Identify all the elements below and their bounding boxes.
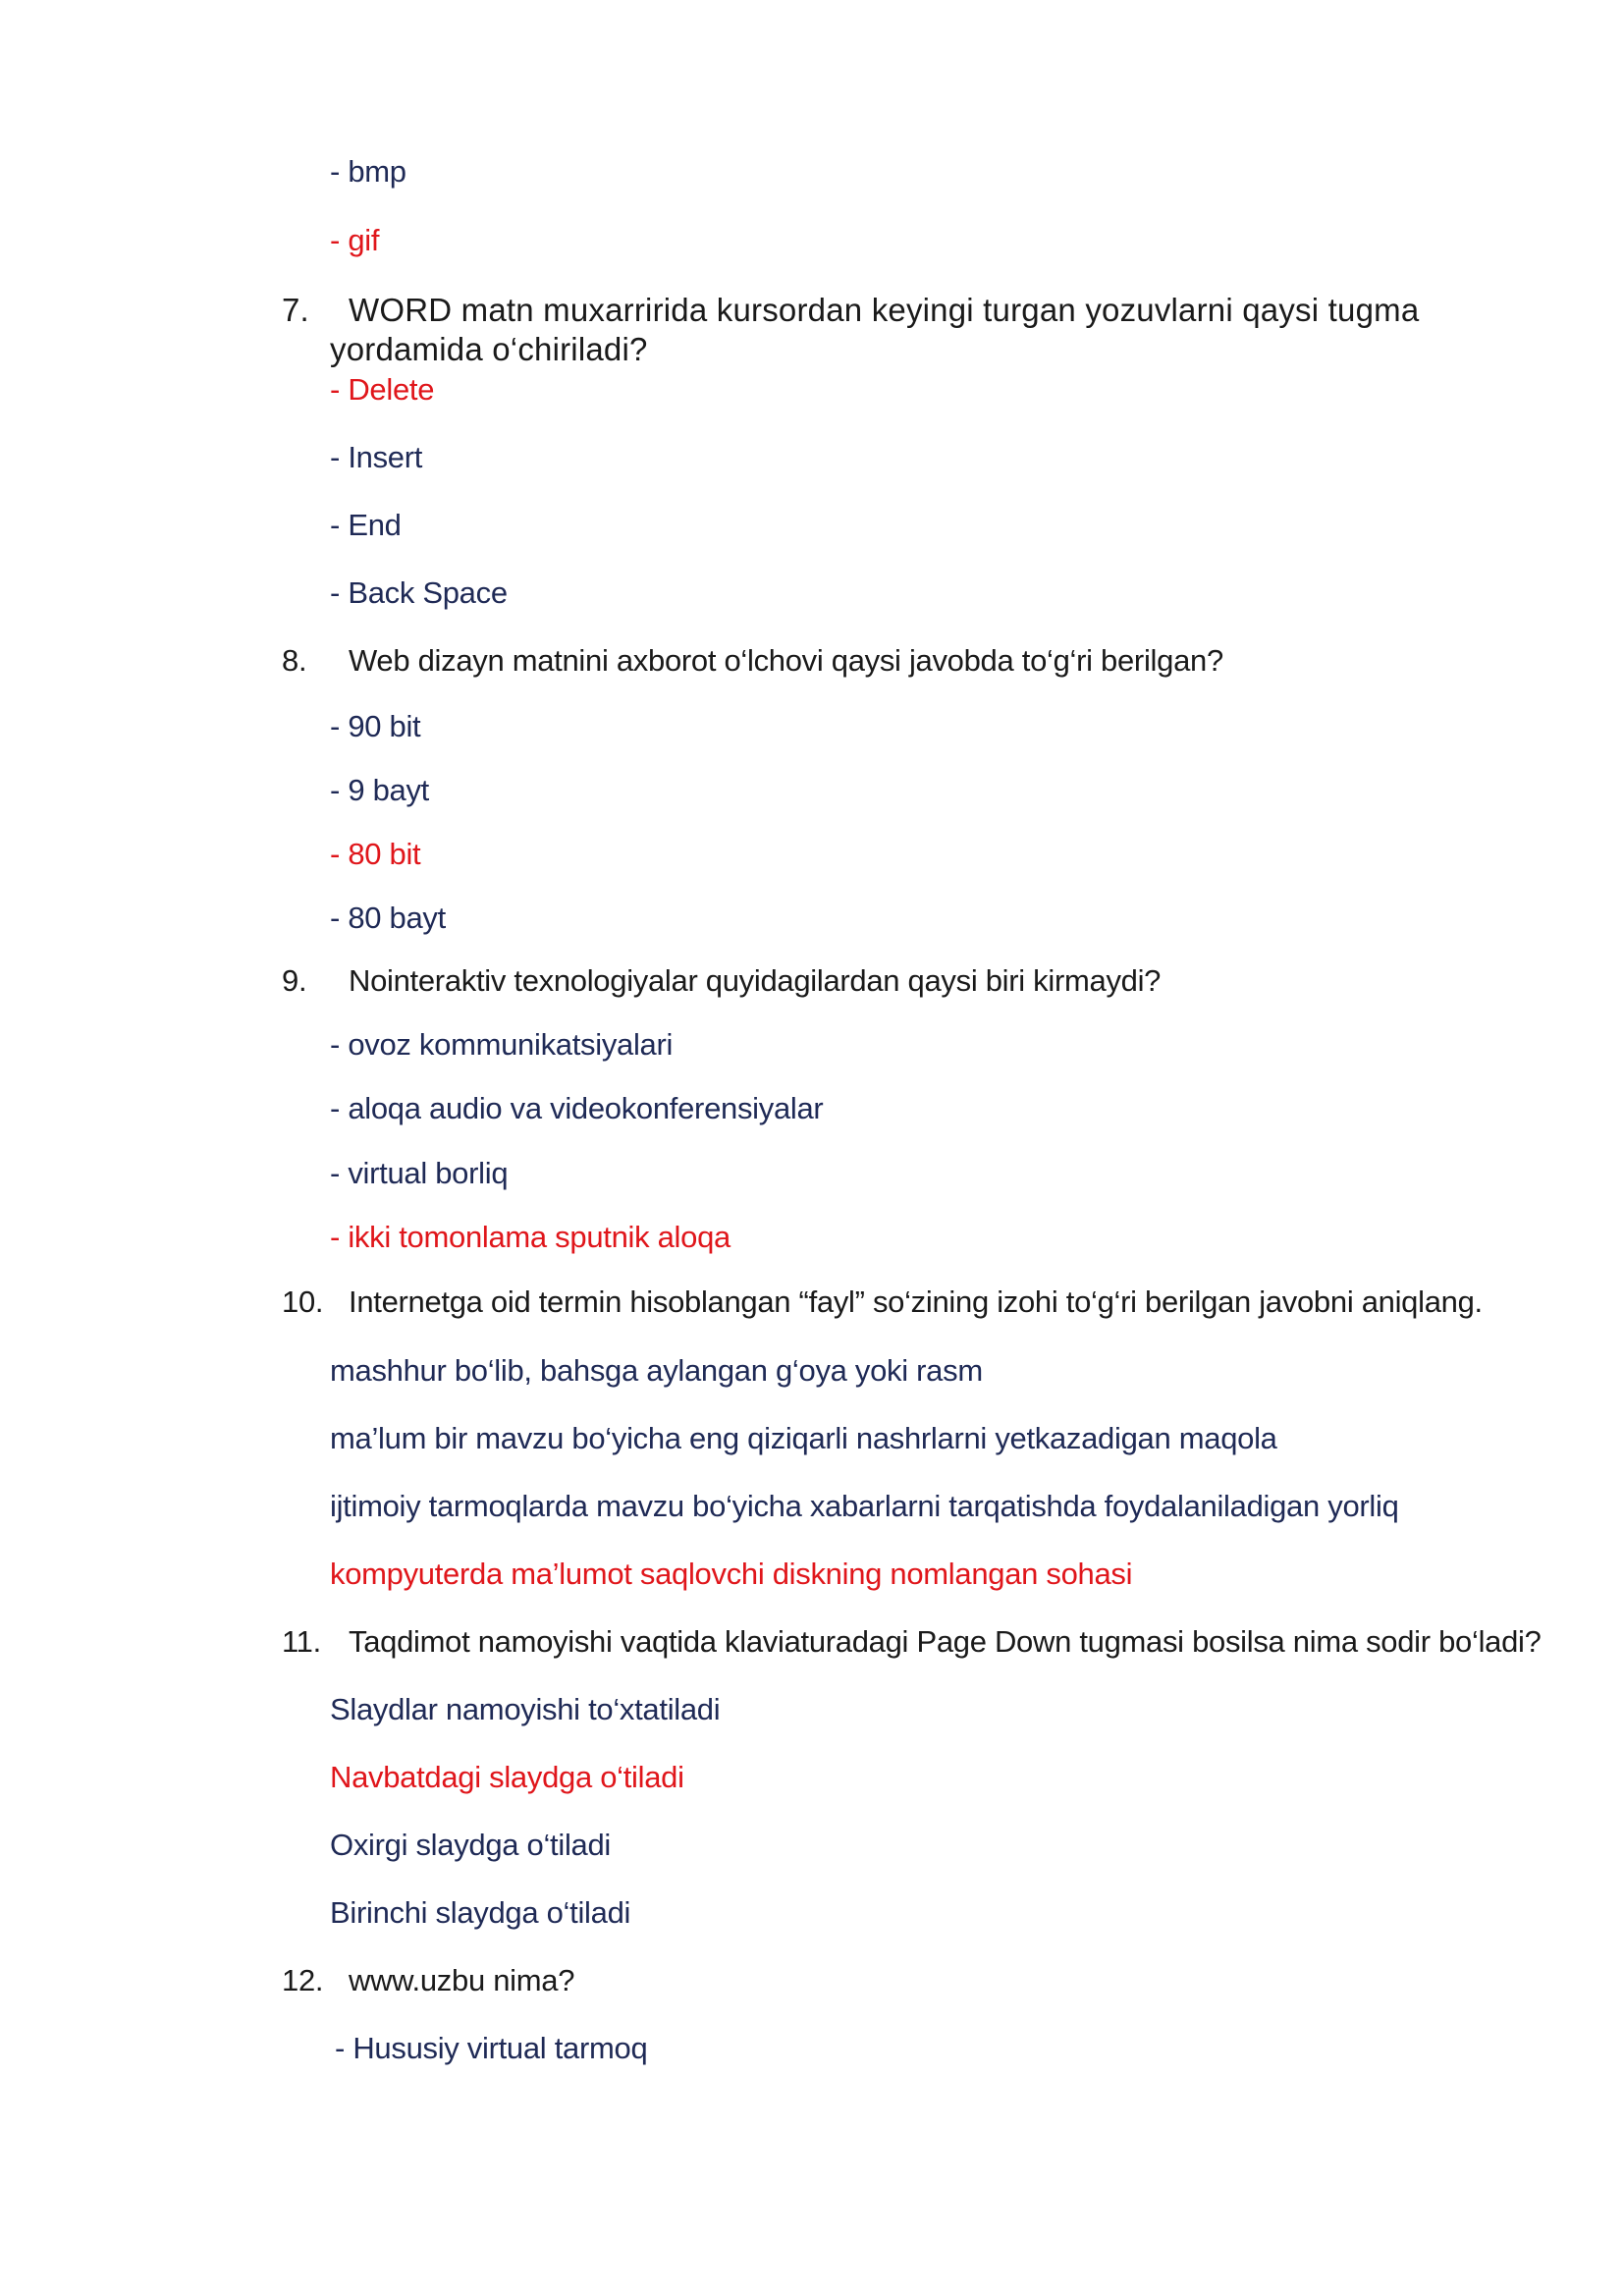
question-number: 9. <box>282 963 307 998</box>
question-text-continued: yordamida o‘chiriladi? <box>330 331 648 367</box>
answer-option: Birinchi slaydga o‘tiladi <box>330 1895 631 1930</box>
answer-option: mashhur bo‘lib, bahsga aylangan g‘oya yoki rasm <box>330 1353 983 1388</box>
question-text: www.uzbu nima? <box>349 1963 575 1997</box>
answer-option: - 9 bayt <box>330 773 429 807</box>
answer-option-correct: - Delete <box>330 372 435 407</box>
answer-option: - aloqa audio va videokonferensiyalar <box>330 1091 824 1125</box>
answer-option: - bmp <box>330 154 406 189</box>
answer-option: - Insert <box>330 440 423 474</box>
answer-option: - Back Space <box>330 575 508 610</box>
answer-option: - ovoz kommunikatsiyalari <box>330 1027 674 1062</box>
answer-option-correct: - ikki tomonlama sputnik aloqa <box>330 1220 730 1254</box>
answer-option: Oxirgi slaydga o‘tiladi <box>330 1828 612 1862</box>
question-text: WORD matn muxarririda kursordan keyingi turgan yozuvlarni qaysi tugma <box>349 292 1420 328</box>
question-number: 11. <box>282 1624 321 1659</box>
answer-option: ma’lum bir mavzu bo‘yicha eng qiziqarli nashrlarni yetkazadigan maqola <box>330 1421 1277 1455</box>
answer-option-correct: kompyuterda ma’lumot saqlovchi diskning nomlangan sohasi <box>330 1557 1133 1591</box>
answer-option-correct: Navbatdagi slaydga o‘tiladi <box>330 1760 684 1794</box>
answer-option: - virtual borliq <box>330 1156 509 1190</box>
question-number: 12. <box>282 1963 324 1997</box>
question-text: Web dizayn matnini axborot o‘lchovi qaysi javobda to‘g‘ri berilgan? <box>349 643 1223 678</box>
question-text: Internetga oid termin hisoblangan “fayl” so‘zining izohi to‘g‘ri berilgan javobni aniqlang. <box>349 1285 1483 1319</box>
answer-option-correct: - 80 bit <box>330 837 421 871</box>
answer-option: Slaydlar namoyishi to‘xtatiladi <box>330 1692 721 1726</box>
question-text: Taqdimot namoyishi vaqtida klaviaturadagi Page Down tugmasi bosilsa nima sodir bo‘ladi? <box>349 1624 1542 1659</box>
question-text: Nointeraktiv texnologiyalar quyidagilardan qaysi biri kirmaydi? <box>349 963 1162 998</box>
question-number: 10. <box>282 1285 324 1319</box>
answer-option-correct: - gif <box>330 223 380 257</box>
answer-option: - 80 bayt <box>330 901 446 935</box>
answer-option: ijtimoiy tarmoqlarda mavzu bo‘yicha xabarlarni tarqatishda foydalaniladigan yorliq <box>330 1489 1399 1523</box>
question-number: 7. <box>282 292 309 328</box>
answer-option: - End <box>330 508 402 542</box>
question-number: 8. <box>282 643 307 678</box>
answer-option: - 90 bit <box>330 709 421 743</box>
answer-option: - Hususiy virtual tarmoq <box>335 2031 648 2065</box>
